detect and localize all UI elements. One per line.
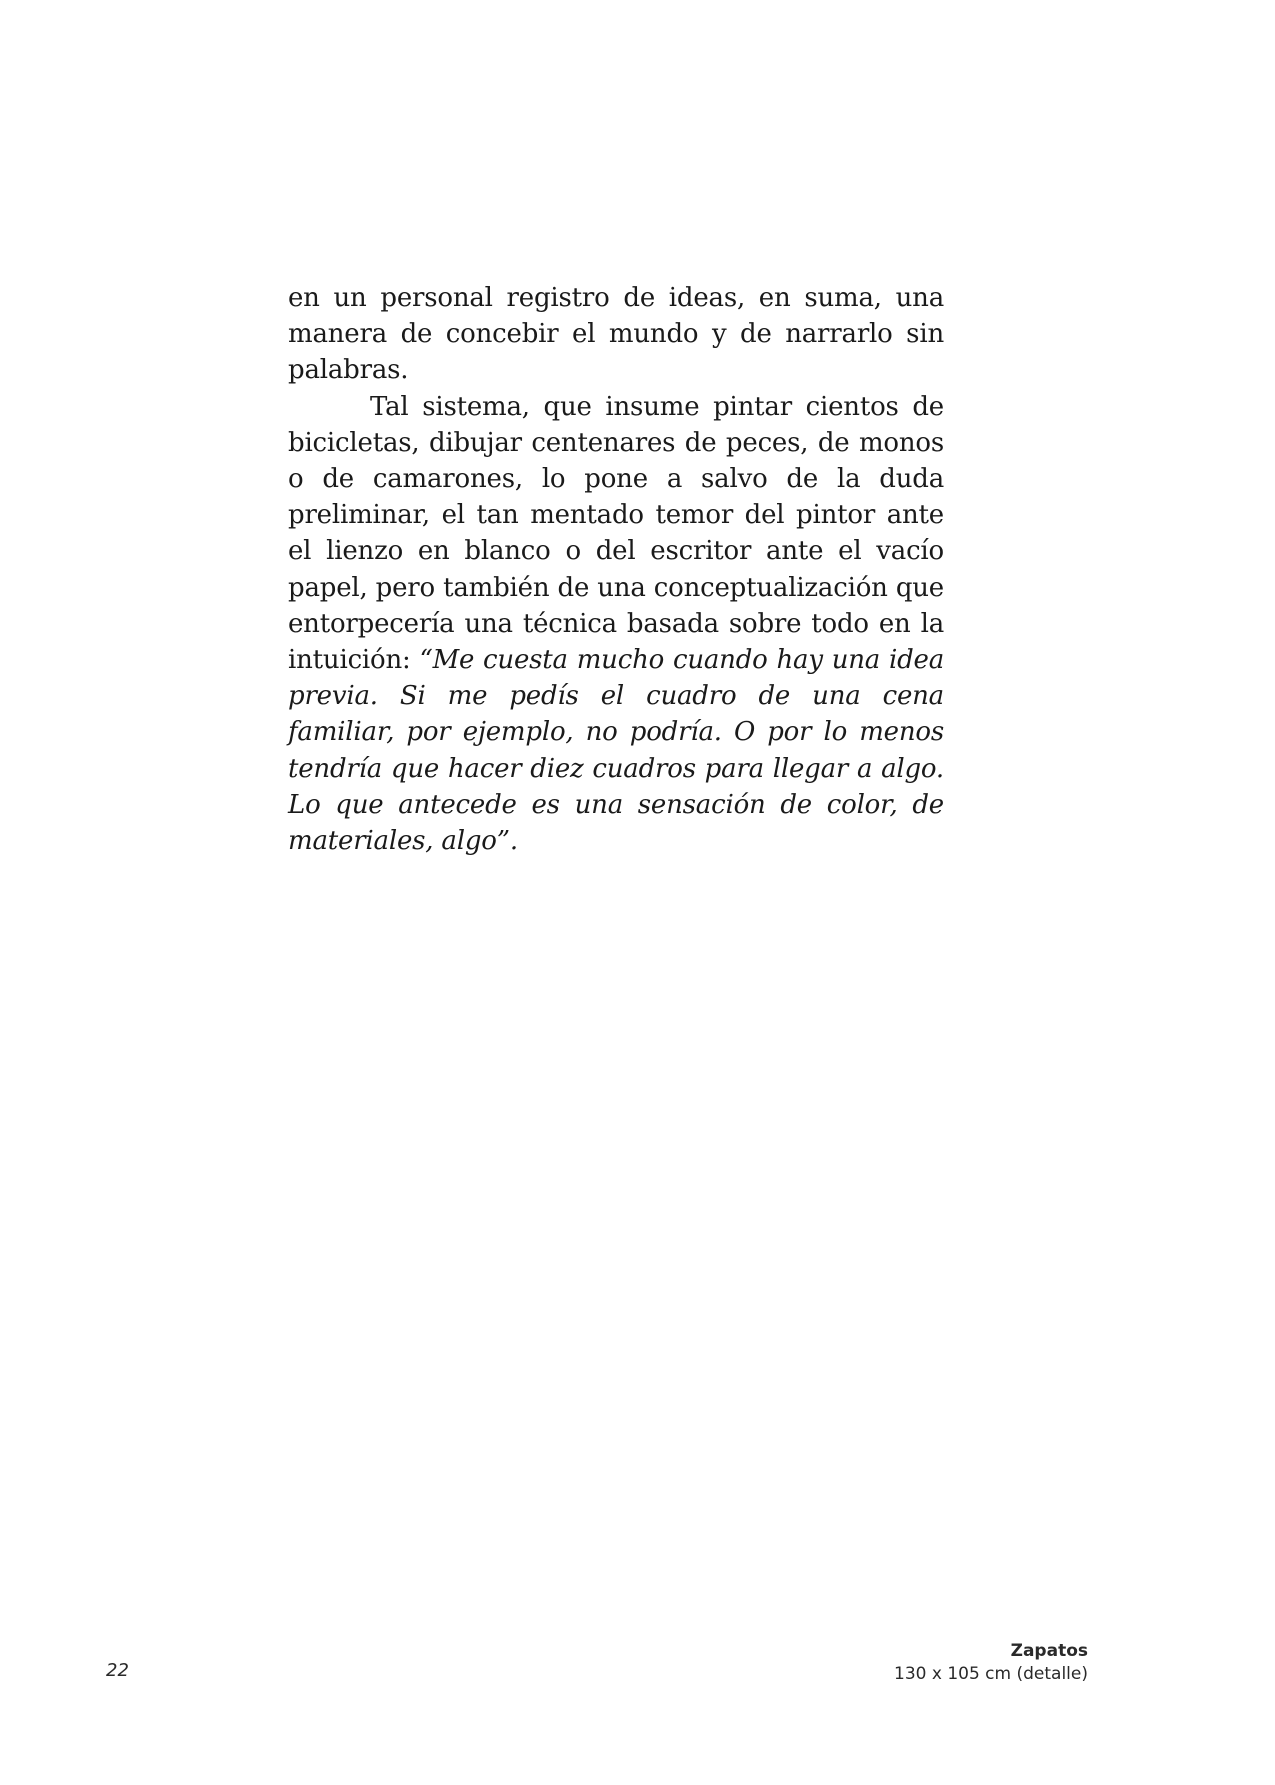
artwork-caption (894, 1640, 1088, 1686)
artwork-details: 130 x 105 cm (detalle) (894, 1664, 1088, 1684)
artwork-title: Zapatos (1010, 1641, 1088, 1661)
body-text (288, 280, 944, 859)
paragraph (288, 389, 944, 860)
page-number: 22 (106, 1660, 129, 1681)
artist-quote: “Me cuesta mucho cuando hay una idea previa. Si me pedís el cuadro de una cena familiar, por ejemplo, no podría. O por lo menos tendría que hacer diez cuadros para llegar a algo. Lo que antecede es una sensación de color, de materiales, algo”. (288, 645, 945, 857)
paragraph-continuation: en un personal registro de ideas, en suma, una manera de concebir el mundo y de narrarlo sin palabras. (288, 283, 944, 386)
paragraph-text: Tal sistema, que insume pintar cientos de bicicletas, dibujar centenares de peces, de monos o de camarones, lo pone a salvo de la duda preliminar, el tan mentado temor del pintor ante el lienzo en blanco o del escritor ante el vacío papel, pero también de una conceptualización que entorpecería una técnica basada sobre todo en la intuición: (288, 391, 944, 676)
